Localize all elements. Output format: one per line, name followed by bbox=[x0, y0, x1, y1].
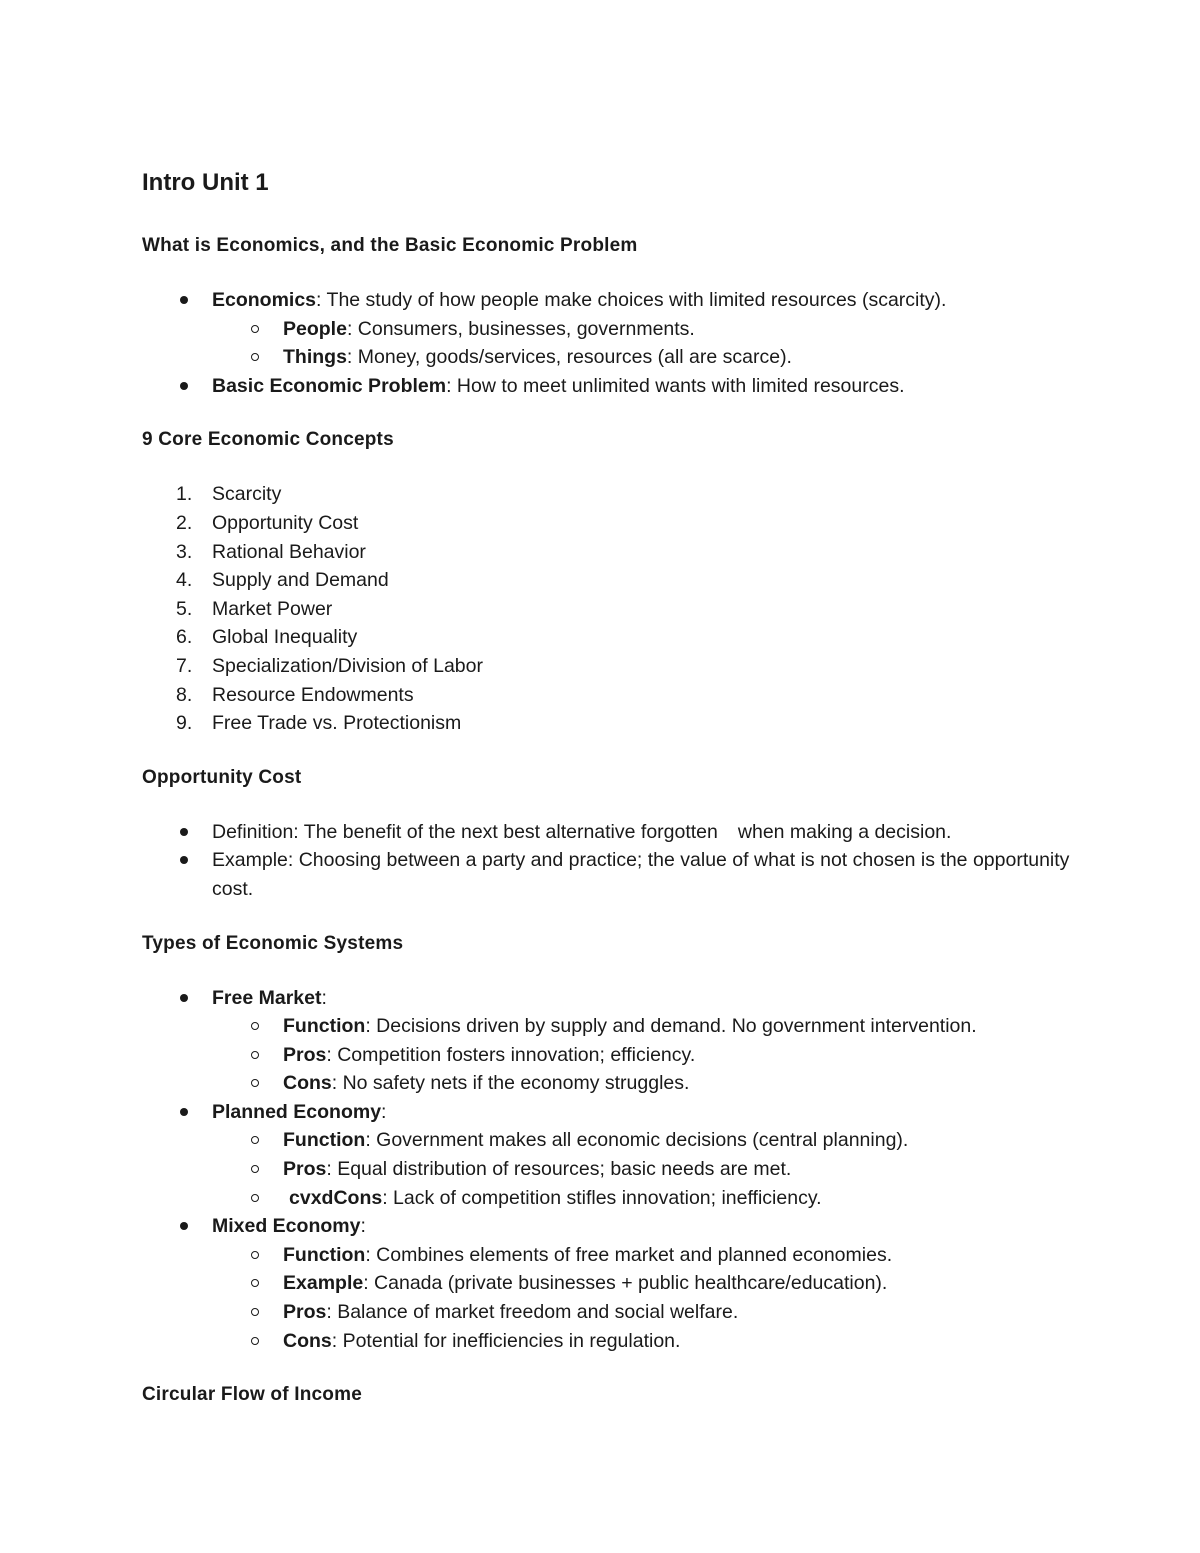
list-item bbox=[142, 1041, 1082, 1070]
list-item bbox=[142, 315, 1082, 344]
bullet-circle-icon bbox=[251, 1079, 259, 1087]
bullet-circle-icon bbox=[251, 1279, 259, 1287]
term: Function bbox=[283, 1243, 366, 1266]
list-item bbox=[142, 595, 1082, 624]
list-item bbox=[142, 1155, 1082, 1184]
section-heading-opportunity-cost: Opportunity Cost bbox=[142, 766, 302, 788]
term: Function bbox=[283, 1129, 366, 1152]
definition: : Consumers, businesses, governments. bbox=[346, 317, 695, 340]
term: People bbox=[283, 317, 347, 340]
bullet-dot-icon bbox=[180, 856, 188, 864]
definition-text-continued: when making a decision. bbox=[737, 820, 952, 843]
bullet-circle-icon bbox=[251, 325, 259, 333]
list-item bbox=[142, 1269, 1082, 1298]
bullet-circle-icon bbox=[251, 1308, 259, 1316]
section-heading-economic-systems: Types of Economic Systems bbox=[142, 932, 404, 954]
list-item bbox=[142, 1126, 1082, 1155]
list-item bbox=[142, 1069, 1082, 1098]
definition: : Potential for inefficiencies in regulation. bbox=[331, 1329, 681, 1352]
example-text: Example: Choosing between a party and practice; the value of what is not chosen is the opportunity cost. bbox=[212, 849, 1070, 900]
term: Pros bbox=[283, 1043, 327, 1066]
concept: Opportunity Cost bbox=[212, 511, 359, 534]
definition: : Lack of competition stifles innovation; inefficiency. bbox=[382, 1186, 822, 1209]
list-item bbox=[142, 652, 1082, 681]
term-suffix: : bbox=[360, 1215, 366, 1238]
term-suffix: : bbox=[381, 1100, 387, 1123]
bullet-circle-icon bbox=[251, 1337, 259, 1345]
document-page bbox=[142, 168, 1082, 1407]
list-item bbox=[142, 538, 1082, 567]
definition: : Combines elements of free market and planned economies. bbox=[365, 1243, 893, 1266]
term: Mixed Economy bbox=[212, 1215, 361, 1238]
opportunity-cost-list bbox=[142, 818, 1082, 904]
definition: : Money, goods/services, resources (all are scarce). bbox=[346, 346, 792, 369]
term: Cons bbox=[283, 1329, 332, 1352]
bullet-dot-icon bbox=[180, 1108, 188, 1116]
list-item bbox=[142, 509, 1082, 538]
economic-systems-list bbox=[142, 984, 1082, 1356]
bullet-circle-icon bbox=[251, 1051, 259, 1059]
definition: : Competition fosters innovation; efficiency. bbox=[326, 1043, 696, 1066]
list-number: 4. bbox=[176, 569, 193, 592]
concept: Resource Endowments bbox=[212, 683, 414, 706]
term: cvxdCons bbox=[289, 1186, 383, 1209]
section-heading-core-concepts: 9 Core Economic Concepts bbox=[142, 429, 394, 451]
list-item bbox=[142, 623, 1082, 652]
bullet-circle-icon bbox=[251, 1022, 259, 1030]
list-item bbox=[142, 343, 1082, 372]
list-item bbox=[142, 480, 1082, 509]
list-number: 9. bbox=[176, 712, 193, 735]
bullet-dot-icon bbox=[180, 1222, 188, 1230]
concept: Market Power bbox=[212, 597, 333, 620]
term: Example bbox=[283, 1272, 364, 1295]
definition: : Canada (private businesses + public healthcare/education). bbox=[363, 1272, 888, 1295]
concept: Supply and Demand bbox=[212, 569, 389, 592]
section-heading-circular-flow: Circular Flow of Income bbox=[142, 1384, 362, 1406]
bullet-circle-icon bbox=[251, 1136, 259, 1144]
concept: Free Trade vs. Protectionism bbox=[212, 712, 462, 735]
list-item bbox=[142, 1184, 1082, 1213]
definition: : The study of how people make choices with limited resources (scarcity). bbox=[316, 289, 947, 311]
list-number: 7. bbox=[176, 654, 193, 677]
term: Free Market bbox=[212, 986, 322, 1009]
term: Economics bbox=[212, 289, 317, 311]
definition-text: Definition: The benefit of the next best alternative forgotten bbox=[212, 820, 718, 843]
bullet-circle-icon bbox=[251, 1194, 259, 1202]
term: Planned Economy bbox=[212, 1100, 382, 1123]
list-item bbox=[142, 1012, 1082, 1041]
list-item bbox=[142, 1298, 1082, 1327]
term-suffix: : bbox=[321, 986, 327, 1009]
concept: Rational Behavior bbox=[212, 540, 366, 563]
term: Pros bbox=[283, 1158, 327, 1181]
economics-list bbox=[142, 286, 1082, 400]
list-item bbox=[142, 1327, 1082, 1356]
core-concepts-list bbox=[142, 480, 1082, 737]
list-item bbox=[142, 1241, 1082, 1270]
bullet-circle-icon bbox=[251, 1251, 259, 1259]
term: Pros bbox=[283, 1301, 327, 1324]
list-number: 1. bbox=[176, 483, 193, 506]
list-item bbox=[142, 566, 1082, 595]
definition: : No safety nets if the economy struggles. bbox=[331, 1072, 690, 1095]
list-number: 5. bbox=[176, 597, 193, 620]
bullet-dot-icon bbox=[180, 994, 188, 1002]
term: Function bbox=[283, 1015, 366, 1038]
list-number: 6. bbox=[176, 626, 193, 649]
concept: Global Inequality bbox=[212, 626, 358, 649]
term: Cons bbox=[283, 1072, 332, 1095]
list-item bbox=[142, 984, 1082, 1013]
bullet-dot-icon bbox=[180, 296, 188, 304]
list-item bbox=[142, 286, 1082, 315]
definition: : How to meet unlimited wants with limited resources. bbox=[446, 374, 905, 397]
term: Basic Economic Problem bbox=[212, 374, 447, 397]
concept: Specialization/Division of Labor bbox=[212, 654, 483, 677]
list-number: 2. bbox=[176, 511, 193, 534]
list-number: 8. bbox=[176, 683, 193, 706]
bullet-dot-icon bbox=[180, 828, 188, 836]
list-item bbox=[142, 818, 1082, 847]
document-title: Intro Unit 1 bbox=[142, 169, 269, 196]
term: Things bbox=[283, 346, 347, 369]
list-item bbox=[142, 709, 1082, 738]
list-item bbox=[142, 372, 1082, 401]
bullet-circle-icon bbox=[251, 353, 259, 361]
bullet-dot-icon bbox=[180, 382, 188, 390]
bullet-circle-icon bbox=[251, 1165, 259, 1173]
concept: Scarcity bbox=[212, 483, 282, 506]
list-item bbox=[142, 846, 1082, 903]
list-item bbox=[142, 681, 1082, 710]
section-heading-economics: What is Economics, and the Basic Economic Problem bbox=[142, 235, 638, 256]
definition: : Equal distribution of resources; basic needs are met. bbox=[326, 1158, 792, 1181]
definition: : Government makes all economic decisions (central planning). bbox=[365, 1129, 909, 1152]
definition: : Balance of market freedom and social welfare. bbox=[326, 1301, 739, 1324]
list-item bbox=[142, 1212, 1082, 1241]
list-item bbox=[142, 1098, 1082, 1127]
list-number: 3. bbox=[176, 540, 193, 563]
definition: : Decisions driven by supply and demand. No government intervention. bbox=[365, 1015, 977, 1038]
